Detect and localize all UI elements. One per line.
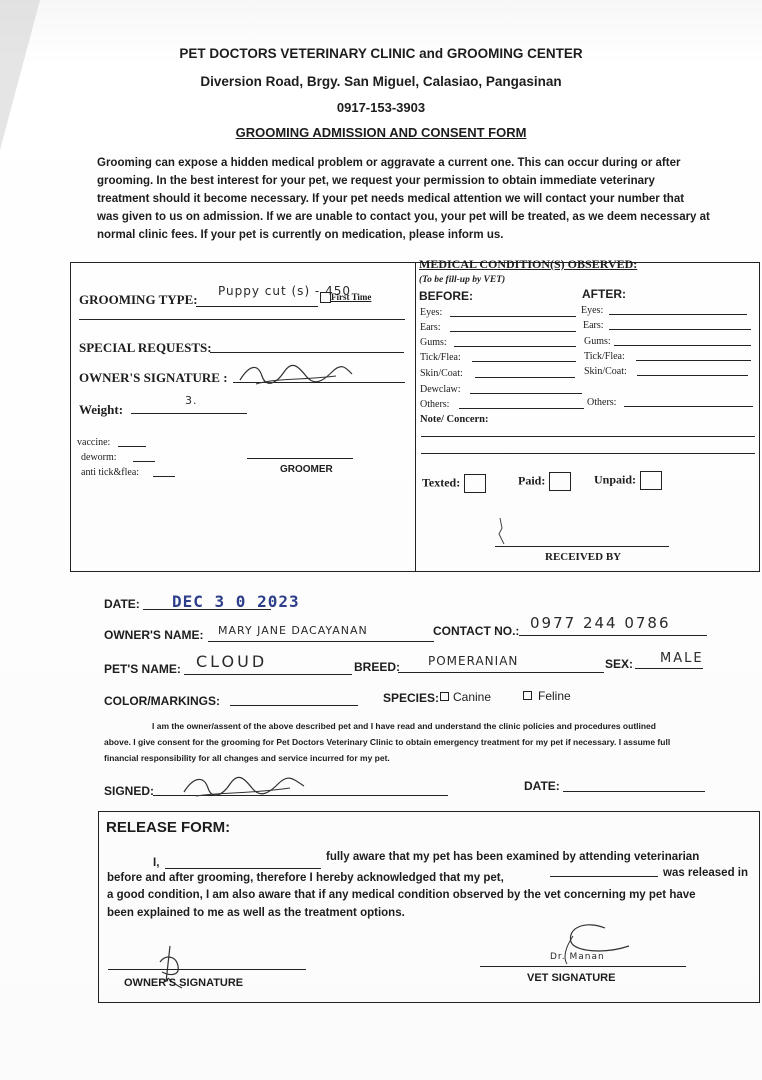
- after-gums-label: Gums:: [584, 336, 611, 347]
- canine-option[interactable]: [440, 690, 491, 704]
- consent-line: financial responsibility for all changes and service incurred for my pet.: [104, 753, 390, 763]
- canine-checkbox[interactable]: [440, 692, 449, 701]
- after-label: AFTER:: [582, 287, 626, 301]
- note-line-2[interactable]: [421, 453, 755, 454]
- signed-date-label: DATE:: [524, 779, 560, 793]
- note-line-1[interactable]: [421, 436, 755, 437]
- before-label: BEFORE:: [419, 289, 473, 303]
- special-requests-line[interactable]: [210, 352, 404, 353]
- first-time-label: First Time: [331, 292, 372, 302]
- release-i-label: I,: [153, 857, 160, 869]
- weight-label: Weight:: [79, 402, 124, 417]
- texted-option[interactable]: [422, 474, 486, 493]
- feline-option[interactable]: [523, 689, 571, 703]
- release-line3: a good condition, I am also aware that if any medical condition observed by the vet concerning my pet have: [107, 889, 696, 901]
- before-skin-label: Skin/Coat:: [420, 368, 463, 379]
- signed-label: SIGNED:: [104, 784, 155, 798]
- sex-line[interactable]: [635, 668, 703, 669]
- color-label: COLOR/MARKINGS:: [104, 694, 220, 708]
- release-title: RELEASE FORM:: [106, 819, 231, 836]
- sex-label: SEX:: [605, 657, 634, 671]
- received-by-line[interactable]: [495, 546, 669, 547]
- received-by-mark: [494, 514, 514, 550]
- medical-subtitle: (To be fill-up by VET): [419, 275, 506, 285]
- note-label: Note/ Concern:: [420, 414, 489, 425]
- vet-handwritten-name: Dr. Manan: [550, 952, 605, 962]
- received-by-label: RECEIVED BY: [545, 551, 622, 563]
- after-others-label: Others:: [587, 397, 617, 408]
- panel-divider: [415, 262, 416, 572]
- deworm-label: deworm:: [81, 452, 117, 463]
- medical-title: MEDICAL CONDITION(S) OBSERVED:: [419, 257, 638, 271]
- breed-line[interactable]: [398, 672, 604, 673]
- consent-line: above. I give consent for the grooming for Pet Doctors Veterinary Clinic to obtain emergency treatment for my pet if necessary. I assume full: [104, 737, 671, 747]
- before-ears-line[interactable]: [450, 331, 576, 332]
- before-eyes-label: Eyes:: [420, 307, 443, 318]
- paid-option[interactable]: [518, 472, 571, 491]
- grooming-type-value: Puppy cut (s) - 450: [218, 284, 351, 298]
- paid-label: Paid:: [518, 473, 546, 488]
- after-eyes-line[interactable]: [609, 314, 747, 315]
- intro-line: treatment should it become necessary. If your pet needs medical attention we will contact your number that: [97, 193, 685, 205]
- before-dewclaw-line[interactable]: [470, 393, 582, 394]
- before-gums-label: Gums:: [420, 337, 447, 348]
- after-ears-line[interactable]: [609, 329, 751, 330]
- paid-checkbox[interactable]: [549, 472, 571, 491]
- unpaid-checkbox[interactable]: [640, 471, 662, 490]
- consent-paragraph: [104, 718, 724, 766]
- weight-value: 3.: [185, 394, 198, 407]
- grooming-type-label: GROOMING TYPE:: [79, 292, 198, 307]
- intro-paragraph: [97, 154, 717, 244]
- after-skin-label: Skin/Coat:: [584, 366, 627, 377]
- release-line4: been explained to me as well as the treatment options.: [107, 907, 405, 919]
- pet-name-line[interactable]: [184, 674, 352, 675]
- vet-signature-line[interactable]: [480, 966, 686, 967]
- color-line[interactable]: [230, 705, 358, 706]
- grooming-type-line[interactable]: [196, 306, 318, 307]
- pet-name-value: CLOUD: [196, 652, 268, 671]
- groomer-line[interactable]: [247, 458, 353, 459]
- before-tick-line[interactable]: [472, 361, 576, 362]
- before-others-line[interactable]: [459, 408, 584, 409]
- date-label: DATE:: [104, 597, 140, 611]
- owner-name-label: OWNER'S NAME:: [104, 628, 204, 642]
- before-dewclaw-label: Dewclaw:: [420, 384, 461, 395]
- owner-signature-label: OWNER'S SIGNATURE :: [79, 370, 228, 385]
- unpaid-option[interactable]: [594, 471, 662, 490]
- clinic-name: PET DOCTORS VETERINARY CLINIC and GROOMING CENTER: [179, 46, 583, 61]
- contact-value: 0977 244 0786: [530, 614, 671, 632]
- consent-line: I am the owner/assent of the above described pet and I have read and understand the clinic policies and procedures outlined: [152, 721, 656, 731]
- grooming-extra-line[interactable]: [79, 319, 405, 320]
- owner-signature-scribble: [236, 360, 356, 390]
- clinic-address: Diversion Road, Brgy. San Miguel, Calasiao, Pangasinan: [200, 74, 562, 89]
- contact-label: CONTACT NO.:: [433, 624, 520, 638]
- before-gums-line[interactable]: [454, 346, 576, 347]
- first-time-checkbox[interactable]: [320, 292, 331, 303]
- before-tick-label: Tick/Flea:: [420, 352, 461, 363]
- weight-line[interactable]: [131, 413, 247, 414]
- intro-line: Grooming can expose a hidden medical problem or aggravate a current one. This can occur during or after: [97, 157, 681, 169]
- release-line1-text: fully aware that my pet has been examined by attending veterinarian: [326, 851, 700, 863]
- breed-label: BREED:: [354, 660, 401, 674]
- after-eyes-label: Eyes:: [581, 305, 604, 316]
- date-stamp: DEC 3 0 2023: [172, 592, 300, 611]
- after-tick-label: Tick/Flea:: [584, 351, 625, 362]
- vaccine-label: vaccine:: [77, 437, 111, 448]
- feline-label: Feline: [538, 689, 571, 703]
- after-skin-line[interactable]: [637, 375, 748, 376]
- before-eyes-line[interactable]: [450, 316, 576, 317]
- owner-release-signature-line[interactable]: [108, 969, 306, 970]
- owner-name-value: MARY JANE DACAYANAN: [218, 624, 368, 637]
- canine-label: Canine: [453, 690, 492, 704]
- feline-checkbox[interactable]: [523, 691, 532, 700]
- intro-line: was given to us on admission. If we are unable to contact you, your pet will be treated, as we deem necessary at: [97, 211, 710, 223]
- before-ears-label: Ears:: [420, 322, 441, 333]
- after-ears-label: Ears:: [583, 320, 604, 331]
- deworm-line[interactable]: [133, 461, 155, 462]
- release-name-line[interactable]: [165, 868, 321, 869]
- release-pet-line[interactable]: [550, 876, 658, 877]
- vaccine-line[interactable]: [118, 446, 146, 447]
- unpaid-label: Unpaid:: [594, 472, 637, 487]
- texted-checkbox[interactable]: [464, 474, 486, 493]
- intro-line: grooming. In the best interest for your pet, we request your permission to obtain immediate veterinary: [97, 175, 655, 187]
- clinic-phone: 0917-153-3903: [336, 100, 426, 115]
- anti-tick-label: anti tick&flea:: [81, 467, 140, 478]
- intro-line: normal clinic fees. If your pet is currently on medication, please inform us.: [97, 229, 504, 241]
- sex-value: MALE: [660, 651, 704, 666]
- owner-release-signature-label: OWNER'S SIGNATURE: [124, 977, 244, 989]
- breed-value: POMERANIAN: [428, 654, 519, 668]
- owner-name-line[interactable]: [208, 641, 434, 642]
- after-others-line[interactable]: [624, 406, 753, 407]
- contact-line[interactable]: [519, 635, 707, 636]
- before-skin-line[interactable]: [475, 377, 575, 378]
- pet-name-label: PET'S NAME:: [104, 662, 181, 676]
- before-others-label: Others:: [420, 399, 450, 410]
- form-title: GROOMING ADMISSION AND CONSENT FORM: [235, 125, 527, 140]
- after-gums-line[interactable]: [614, 345, 751, 346]
- first-time-option[interactable]: [320, 292, 371, 303]
- species-label: SPECIES:: [383, 691, 440, 705]
- signed-date-line[interactable]: [563, 791, 705, 792]
- anti-tick-line[interactable]: [153, 476, 175, 477]
- texted-label: Texted:: [422, 475, 461, 490]
- signed-signature-scribble: [180, 770, 310, 802]
- after-tick-line[interactable]: [636, 360, 751, 361]
- release-line2-end: was released in: [663, 867, 749, 879]
- special-requests-label: SPECIAL REQUESTS:: [79, 340, 212, 355]
- vet-signature-label: VET SIGNATURE: [527, 972, 616, 984]
- groomer-label: GROOMER: [280, 464, 333, 475]
- release-line2-text: before and after grooming, therefore I hereby acknowledged that my pet,: [107, 872, 504, 884]
